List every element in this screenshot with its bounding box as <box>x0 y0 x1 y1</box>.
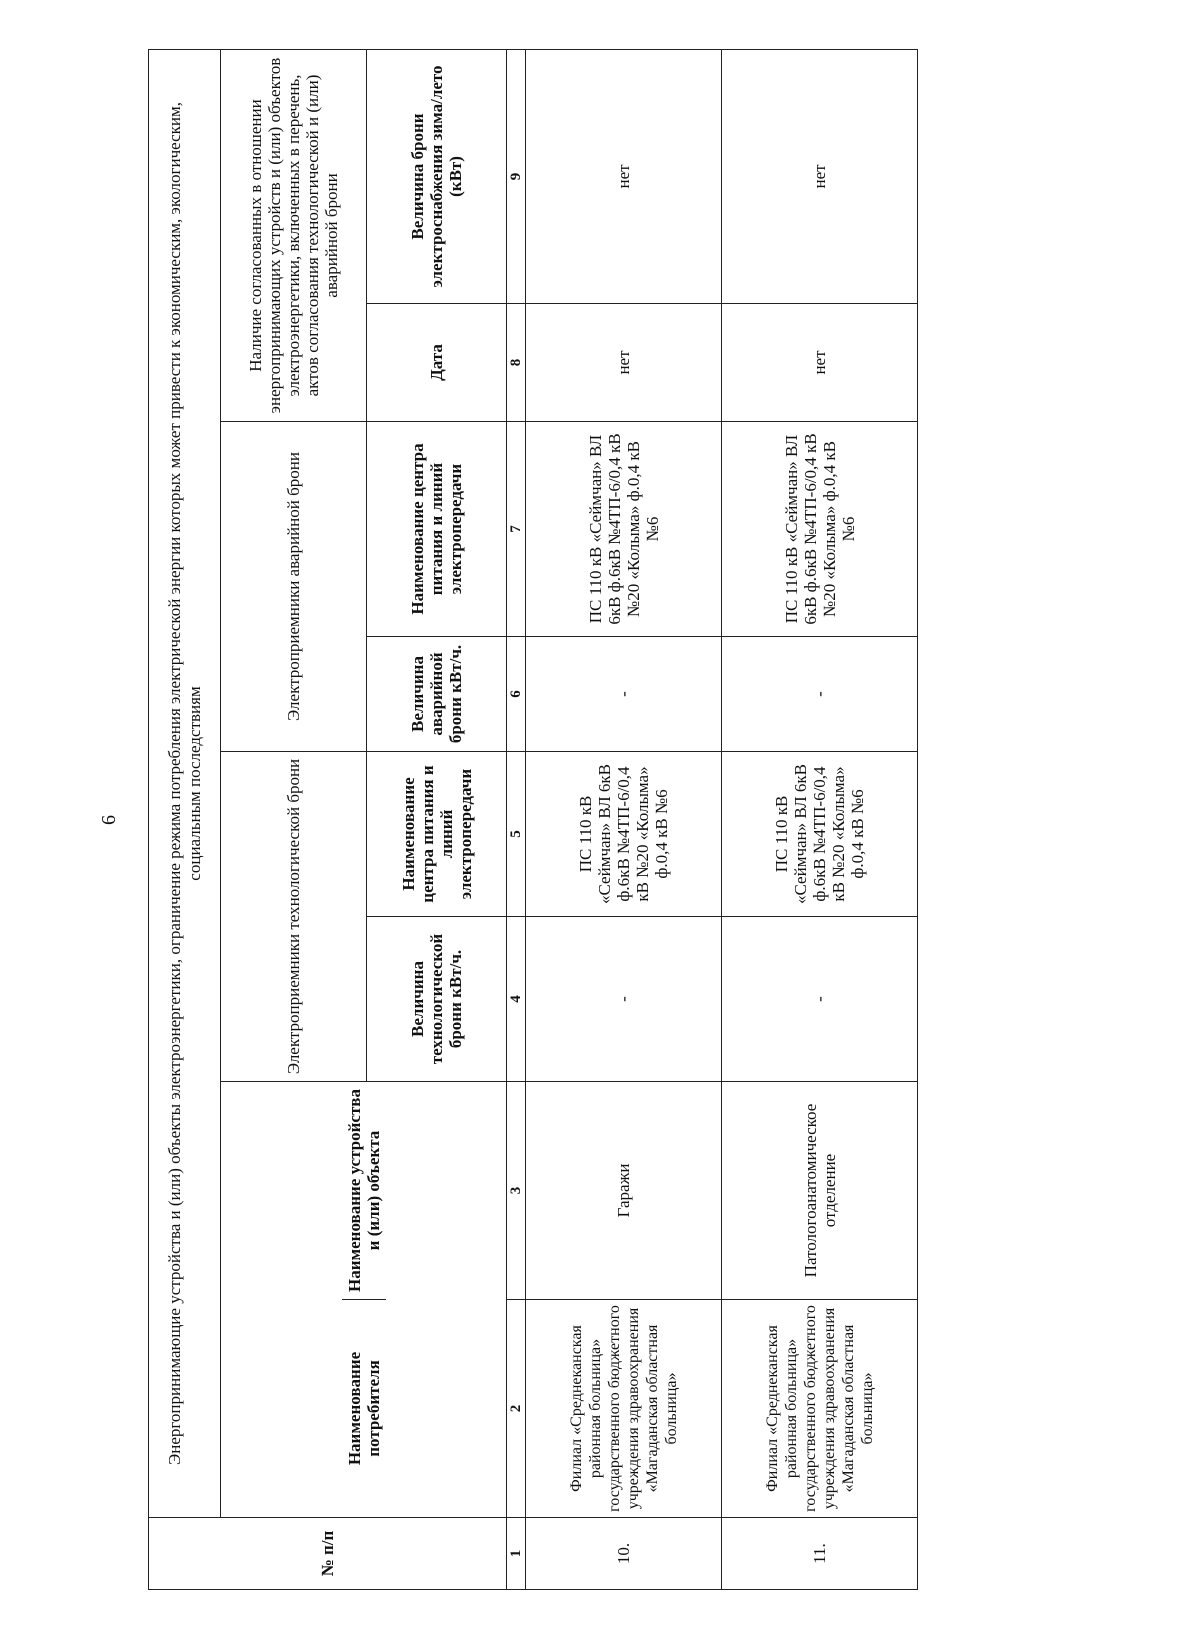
row-consumer: Филиал «Среднеканская районная больница» государственного бюджетного учреждения здравоохранения «Магаданская областная больница» <box>526 1300 722 1518</box>
row-object: Гаражи <box>526 1082 722 1300</box>
row-date: нет <box>722 304 918 422</box>
header-emerg-value: Величина аварийной брони кВт/ч. <box>367 637 507 752</box>
row-reserve: нет <box>526 49 722 303</box>
energy-reserve-table <box>148 49 918 1590</box>
header-reserve: Величина брони электроснабжения зима/лето (кВт) <box>367 49 507 303</box>
col-number: 2 <box>507 1300 526 1518</box>
row-object: Патологоанатомическое отделение <box>722 1082 918 1300</box>
row-reserve: нет <box>722 49 918 303</box>
table-row <box>722 49 918 1589</box>
header-split <box>342 1082 386 1517</box>
row-emerg-value: - <box>526 637 722 752</box>
row-consumer: Филиал «Среднеканская районная больница» государственного бюджетного учреждения здравоохранения «Магаданская областная больница» <box>722 1300 918 1518</box>
table-row <box>526 49 722 1589</box>
header-row-groups <box>221 49 367 1589</box>
header-consumer: Наименование потребителя <box>342 1300 386 1518</box>
header-date: Дата <box>367 304 507 422</box>
col-number: 8 <box>507 304 526 422</box>
header-tech-group: Электроприемники технологической брони <box>221 752 367 1082</box>
header-object: Наименование устройства и (или) объекта <box>344 1089 383 1292</box>
row-tech-line: ПС 110 кВ «Сеймчан» ВЛ 6кВ ф.6кВ №4ТП-6/0,4 кВ №20 «Колыма» ф.0,4 кВ №6 <box>526 752 722 917</box>
row-tech-value: - <box>526 917 722 1082</box>
row-emerg-line: ПС 110 кВ «Сеймчан» ВЛ 6кВ ф.6кВ №4ТП-6/0,4 кВ №20 «Колыма» ф.0,4 кВ №6 <box>722 422 918 637</box>
col-number: 5 <box>507 752 526 917</box>
header-row-top <box>149 49 221 1589</box>
header-tech-value: Величина технологической брони кВт/ч. <box>367 917 507 1082</box>
column-numbers-row <box>507 49 526 1589</box>
header-tech-line: Наименование центра питания и линий электропередачи <box>367 752 507 917</box>
header-emerg-line: Наименование центра питания и линий электропередачи <box>367 422 507 637</box>
col-number: 1 <box>507 1518 526 1590</box>
col-number: 3 <box>507 1082 526 1300</box>
header-agreed-group: Наличие согласованных в отношении энергопринимающих устройств и (или) объектов электроэнергетики, включенных в перечень, актов согласования технологической и (или) аварийной брони <box>221 49 367 421</box>
col-number: 4 <box>507 917 526 1082</box>
col-number: 7 <box>507 422 526 637</box>
page-number: 6 <box>97 815 120 825</box>
row-num: 10. <box>526 1518 722 1590</box>
row-tech-value: - <box>722 917 918 1082</box>
header-consumer-and-object <box>221 1082 507 1518</box>
row-tech-line: ПС 110 кВ «Сеймчан» ВЛ 6кВ ф.6кВ №4ТП-6/0,4 кВ №20 «Колыма» ф.0,4 кВ №6 <box>722 752 918 917</box>
header-title: Энергопринимающие устройства и (или) объекты электроэнергетики, ограничение режима потребления электрической энергии которых может привести к экономическим, экологическим, социальным последствиям <box>149 49 221 1517</box>
row-emerg-value: - <box>722 637 918 752</box>
row-num: 11. <box>722 1518 918 1590</box>
col-number: 9 <box>507 49 526 303</box>
header-num: № п/п <box>149 1518 507 1590</box>
col-number: 6 <box>507 637 526 752</box>
rotated-table-wrapper <box>148 50 948 1590</box>
row-date: нет <box>526 304 722 422</box>
header-emerg-group: Электроприемники аварийной брони <box>221 422 367 752</box>
row-emerg-line: ПС 110 кВ «Сеймчан» ВЛ 6кВ ф.6кВ №4ТП-6/0,4 кВ №20 «Колыма» ф.0,4 кВ №6 <box>526 422 722 637</box>
